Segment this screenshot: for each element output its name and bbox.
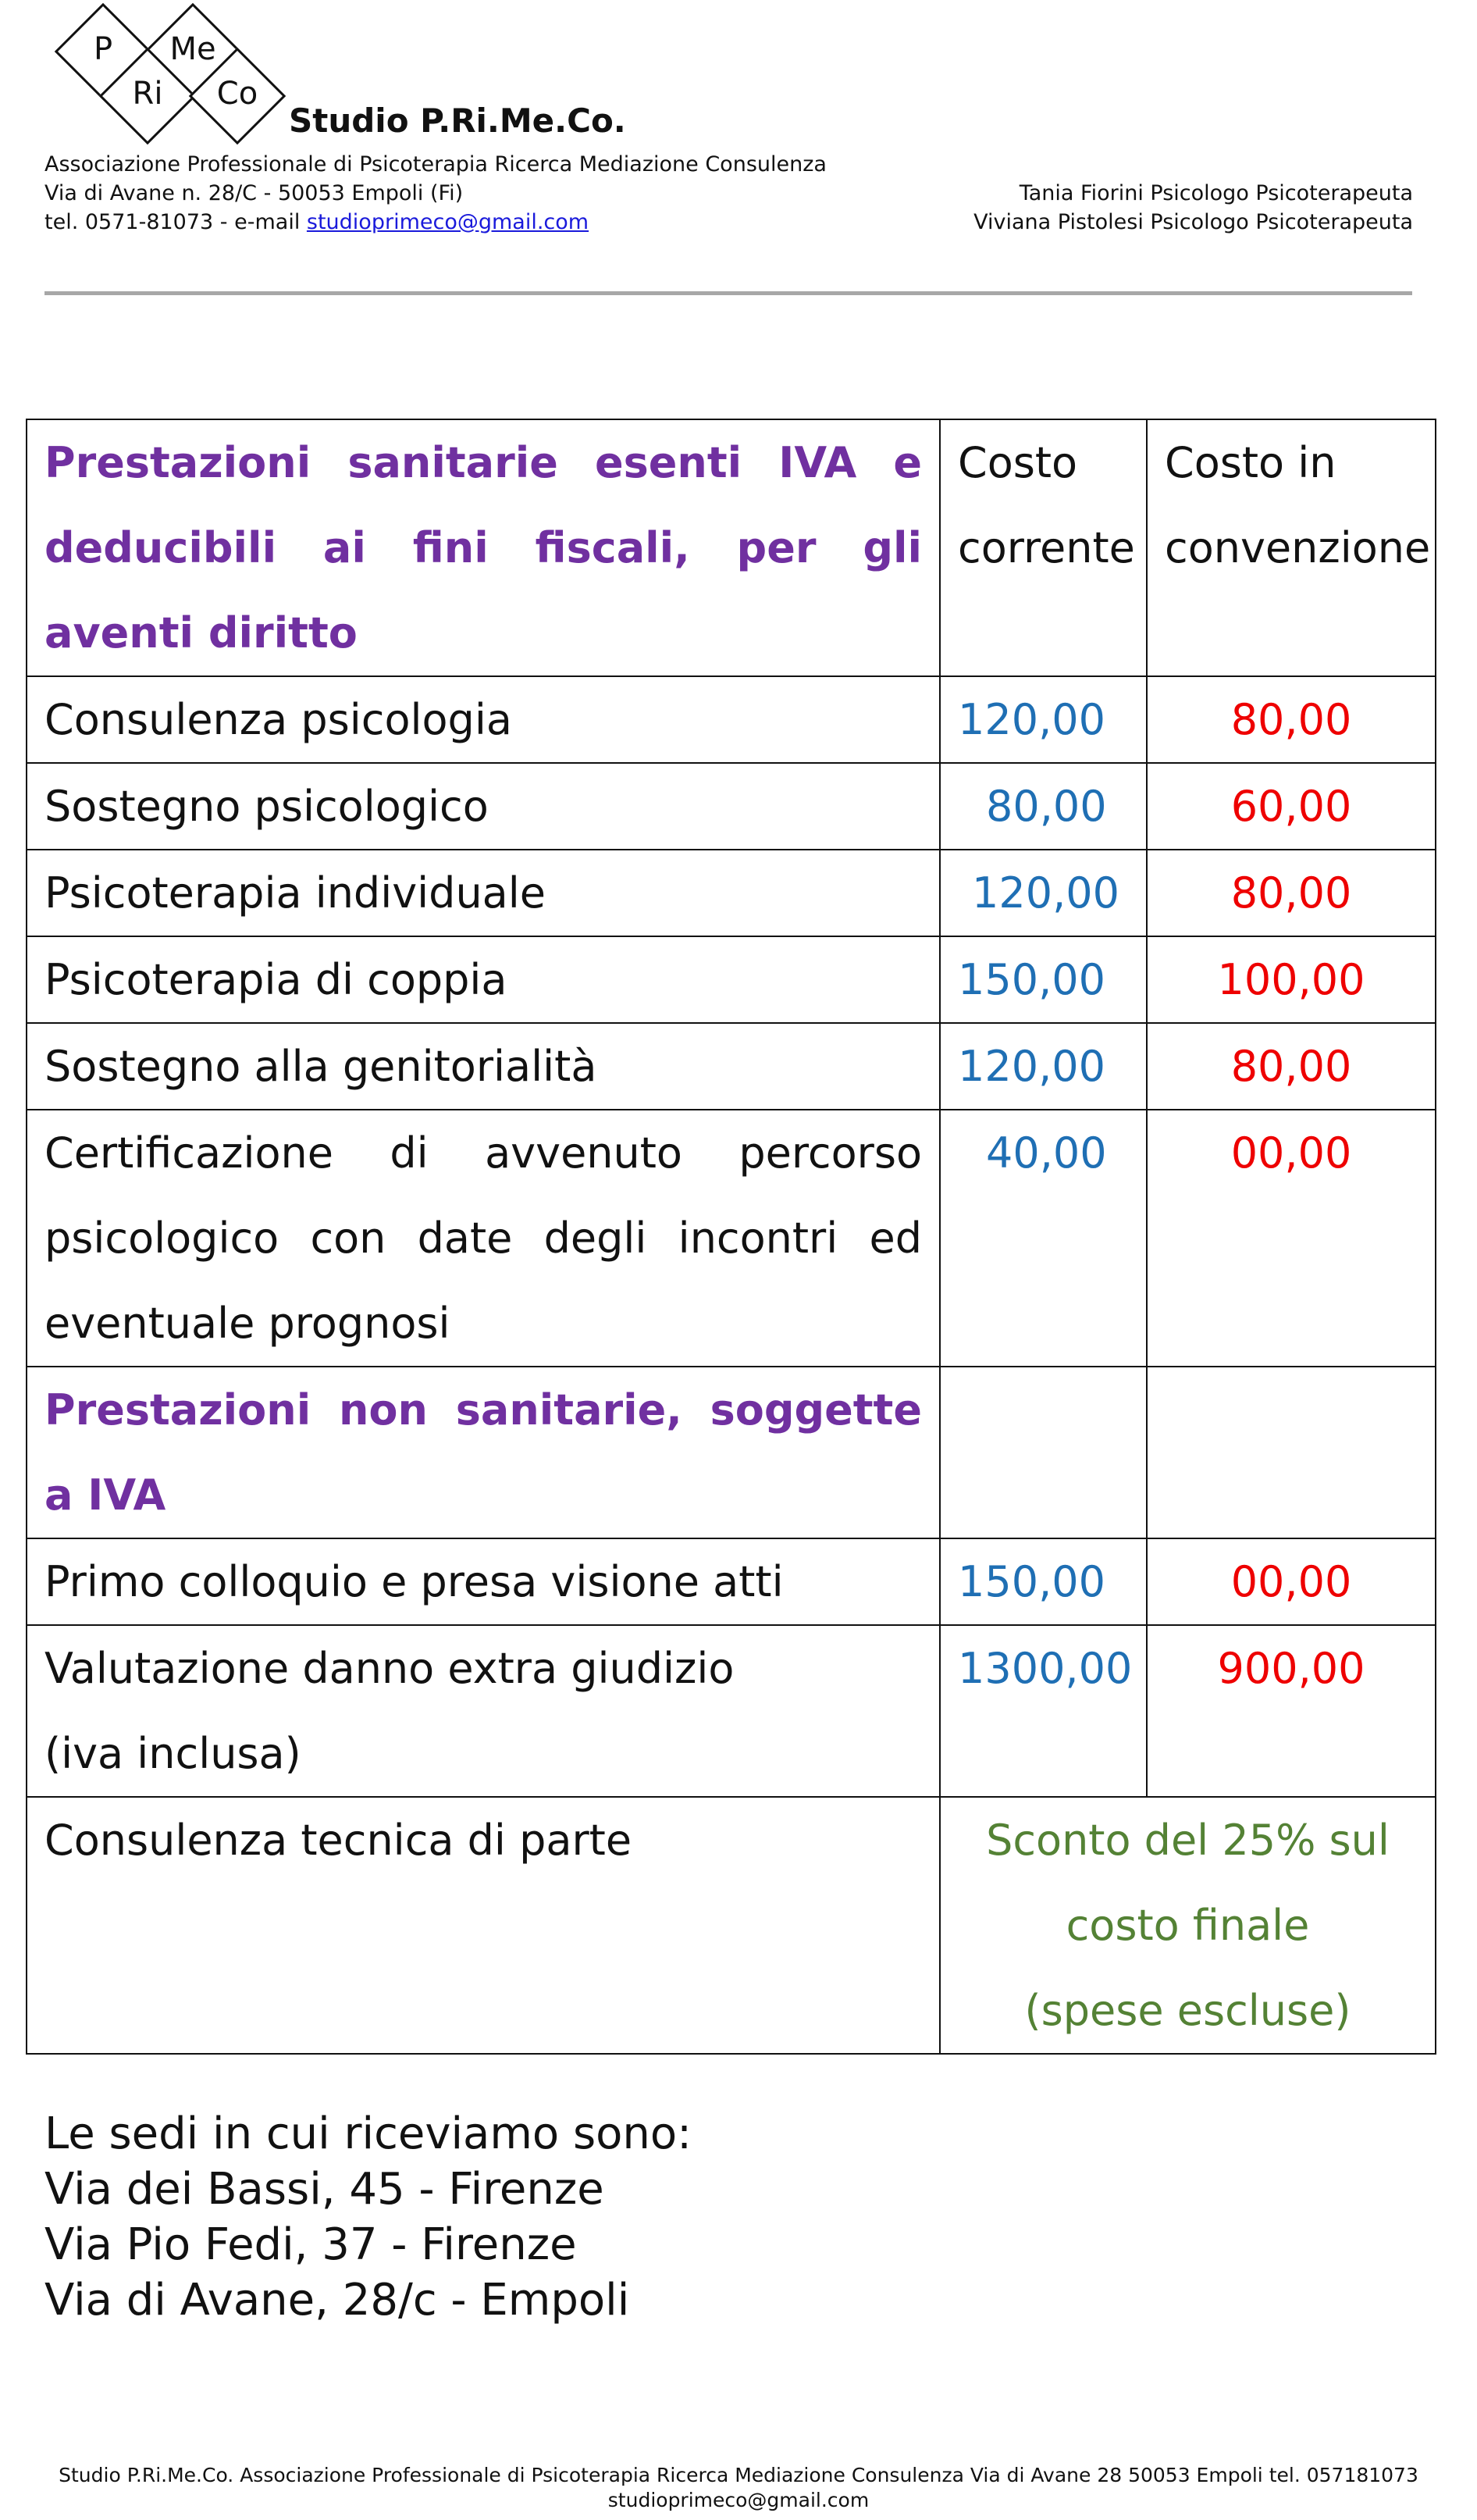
- footer-line: Studio P.Ri.Me.Co. Associazione Professionale di Psicoterapia Ricerca Mediazione Consulenza Via di Avane 28 50053 Empoli tel. 057181073: [59, 2464, 1418, 2486]
- table-row: [27, 850, 1436, 936]
- table-row: [27, 936, 1436, 1023]
- cost-corrente: 120,00: [940, 850, 1147, 936]
- logo-letter-co: Co: [216, 76, 258, 112]
- location-address: Via Pio Fedi, 37 - Firenze: [44, 2219, 577, 2270]
- phone-text: tel. 0571-81073 - e-mail: [44, 210, 307, 234]
- service-name: Psicoterapia di coppia: [27, 936, 940, 1023]
- studio-logo: [53, 2, 279, 130]
- locations-intro: Le sedi in cui riceviamo sono:: [44, 2108, 692, 2159]
- cost-corrente: 40,00: [940, 1110, 1147, 1367]
- empty-cell: [940, 1367, 1147, 1538]
- col-header-costo-corrente: Costo corrente: [940, 419, 1147, 676]
- staff-member: Viviana Pistolesi Psicologo Psicoterapeuta: [973, 210, 1413, 234]
- cost-convenzione: 80,00: [1147, 1023, 1436, 1110]
- service-name-line: Valutazione danno extra giudizio: [44, 1644, 735, 1693]
- table-row: [27, 1110, 1436, 1367]
- cost-corrente: 80,00: [940, 763, 1147, 850]
- staff-member: Tania Fiorini Psicologo Psicoterapeuta: [1019, 181, 1413, 205]
- studio-address: Via di Avane n. 28/C - 50053 Empoli (Fi): [44, 181, 464, 205]
- table-row: [27, 1625, 1436, 1797]
- email-link[interactable]: studioprimeco@gmail.com: [306, 210, 589, 234]
- discount-line: costo finale: [1066, 1901, 1310, 1950]
- header-contacts: [44, 150, 827, 237]
- price-table: [26, 419, 1436, 2055]
- header-divider: [44, 291, 1412, 295]
- cost-convenzione: 80,00: [1147, 676, 1436, 763]
- table-row: [27, 676, 1436, 763]
- service-name: Certificazione di avvenuto percorso psicologico con date degli incontri ed eventuale prognosi: [27, 1110, 940, 1367]
- service-name: [27, 1625, 940, 1797]
- section-row: [27, 1367, 1436, 1538]
- locations-block: [44, 2106, 692, 2328]
- cost-corrente: 120,00: [940, 676, 1147, 763]
- cost-convenzione: 80,00: [1147, 850, 1436, 936]
- location-address: Via dei Bassi, 45 - Firenze: [44, 2164, 604, 2215]
- logo-letter-ri: Ri: [132, 76, 163, 112]
- service-name: Consulenza psicologia: [27, 676, 940, 763]
- cost-corrente: 150,00: [940, 1538, 1147, 1625]
- service-name: Psicoterapia individuale: [27, 850, 940, 936]
- service-name: Sostegno psicologico: [27, 763, 940, 850]
- discount-note: [940, 1797, 1436, 2054]
- cost-convenzione: 00,00: [1147, 1110, 1436, 1367]
- cost-corrente: 150,00: [940, 936, 1147, 1023]
- logo-letter-me: Me: [169, 31, 216, 67]
- cost-convenzione: 100,00: [1147, 936, 1436, 1023]
- cost-corrente: 120,00: [940, 1023, 1147, 1110]
- service-name-line: (iva inclusa): [44, 1729, 301, 1778]
- header-staff: [973, 179, 1413, 237]
- cost-corrente: 1300,00: [940, 1625, 1147, 1797]
- page-footer: [0, 2463, 1477, 2513]
- empty-cell: [1147, 1367, 1436, 1538]
- service-name: Primo colloquio e presa visione atti: [27, 1538, 940, 1625]
- studio-name: Studio P.Ri.Me.Co.: [289, 102, 626, 140]
- cost-convenzione: 900,00: [1147, 1625, 1436, 1797]
- discount-line: Sconto del 25% sul: [986, 1816, 1390, 1865]
- contact-line: [44, 208, 827, 237]
- table-row: [27, 763, 1436, 850]
- cost-convenzione: 60,00: [1147, 763, 1436, 850]
- section-title-sanitarie: Prestazioni sanitarie esenti IVA e deducibili ai fini fiscali, per gli aventi diritto: [27, 419, 940, 676]
- association-name: Associazione Professionale di Psicoterapia Ricerca Mediazione Consulenza: [44, 152, 827, 176]
- discount-line: (spese escluse): [1024, 1986, 1351, 2035]
- service-name: Sostegno alla genitorialità: [27, 1023, 940, 1110]
- table-header-row: [27, 419, 1436, 676]
- logo-letter-p: P: [93, 31, 113, 67]
- section-title-non-sanitarie: Prestazioni non sanitarie, soggette a IVA: [27, 1367, 940, 1538]
- cost-convenzione: 00,00: [1147, 1538, 1436, 1625]
- table-row: [27, 1797, 1436, 2054]
- service-name: Consulenza tecnica di parte: [27, 1797, 940, 2054]
- footer-email: studioprimeco@gmail.com: [607, 2489, 870, 2511]
- location-address: Via di Avane, 28/c - Empoli: [44, 2275, 630, 2326]
- table-row: [27, 1023, 1436, 1110]
- col-header-costo-convenzione: Costo in convenzione: [1147, 419, 1436, 676]
- table-row: [27, 1538, 1436, 1625]
